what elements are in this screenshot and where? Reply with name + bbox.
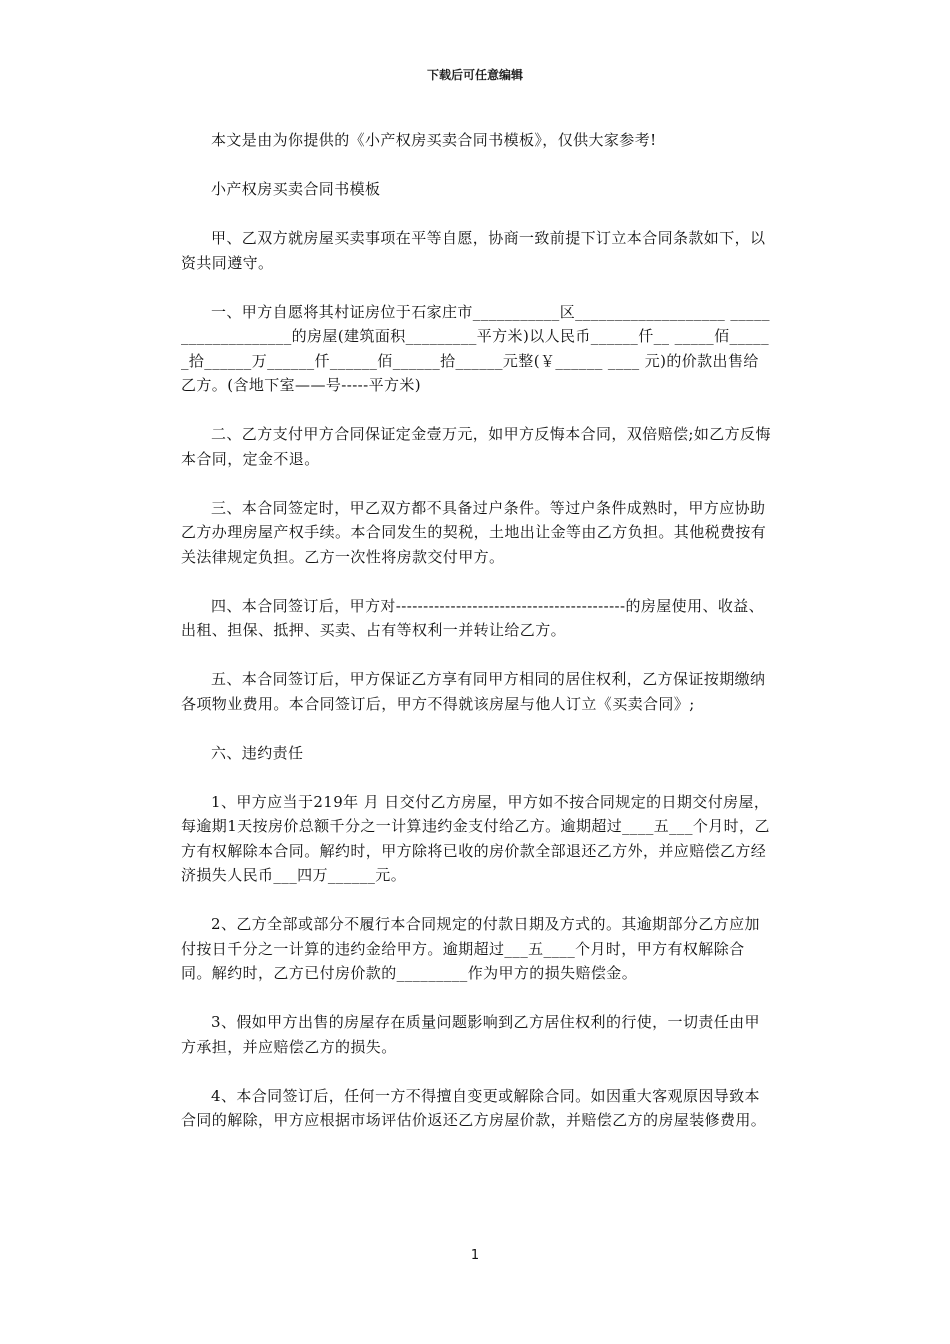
clause-6-heading: 六、违约责任 (211, 743, 304, 762)
clause-1: 一、甲方自愿将其村证房位于石家庄市___________区___________________ ___________________的房屋(建筑面积_________平方米)以人民币______仟__ _____佰______拾______万______仟______佰______拾______元整(￥______ ____ 元)的价款出售给乙方。(含地下室——号-----平方米) (181, 302, 770, 394)
clause-4: 四、本合同签订后，甲方对------------------------------------------的房屋使用、收益、出租、担保、抵押、买卖、占有等权利一并转让给乙方。 (181, 596, 765, 639)
page-number: 1 (470, 1248, 480, 1263)
page-header: 下载后可任意编辑 (426, 68, 523, 82)
document-body (181, 128, 773, 1157)
intro-paragraph: 本文是由为你提供的《小产权房买卖合同书模板》，仅供大家参考! (211, 131, 657, 149)
clause-6-item-4: 4、本合同签订后，任何一方不得擅自变更或解除合同。如因重大客观原因导致本合同的解除，甲方应根据市场评估价返还乙方房屋价款，并赔偿乙方的房屋装修费用。 (181, 1086, 767, 1129)
clause-6-item-3: 3、假如甲方出售的房屋存在质量问题影响到乙方居住权利的行使，一切责任由甲方承担，并应赔偿乙方的损失。 (181, 1013, 760, 1056)
clause-6-item-1: 1、甲方应当于219年 月 日交付乙方房屋，甲方如不按合同规定的日期交付房屋，每逾期1天按房价总额千分之一计算违约金支付给乙方。逾期超过____五___个月时，乙方有权解除本合同。解约时，甲方除将已收的房价款全部退还乙方外，并应赔偿乙方经济损失人民币___四万______元。 (181, 792, 770, 884)
clause-2: 二、乙方支付甲方合同保证定金壹万元，如甲方反悔本合同，双倍赔偿;如乙方反悔本合同，定金不退。 (181, 425, 771, 468)
clause-6-item-2: 2、乙方全部或部分不履行本合同规定的付款日期及方式的。其逾期部分乙方应加付按日千分之一计算的违约金给甲方。逾期超过___五____个月时，甲方有权解除合同。解约时，乙方已付房价款的_________作为甲方的损失赔偿金。 (181, 915, 760, 982)
clause-5: 五、本合同签订后，甲方保证乙方享有同甲方相同的居住权利，乙方保证按期缴纳各项物业费用。本合同签订后，甲方不得就该房屋与他人订立《买卖合同》; (181, 670, 766, 713)
document-title: 小产权房买卖合同书模板 (211, 180, 381, 198)
clause-3: 三、本合同签定时，甲乙双方都不具备过户条件。等过户条件成熟时，甲方应协助乙方办理房屋产权手续。本合同发生的契税，土地出让金等由乙方负担。其他税费按有关法律规定负担。乙方一次性将房款交付甲方。 (181, 498, 767, 566)
preamble-paragraph: 甲、乙双方就房屋买卖事项在平等自愿，协商一致前提下订立本合同条款如下，以资共同遵守。 (181, 229, 766, 272)
